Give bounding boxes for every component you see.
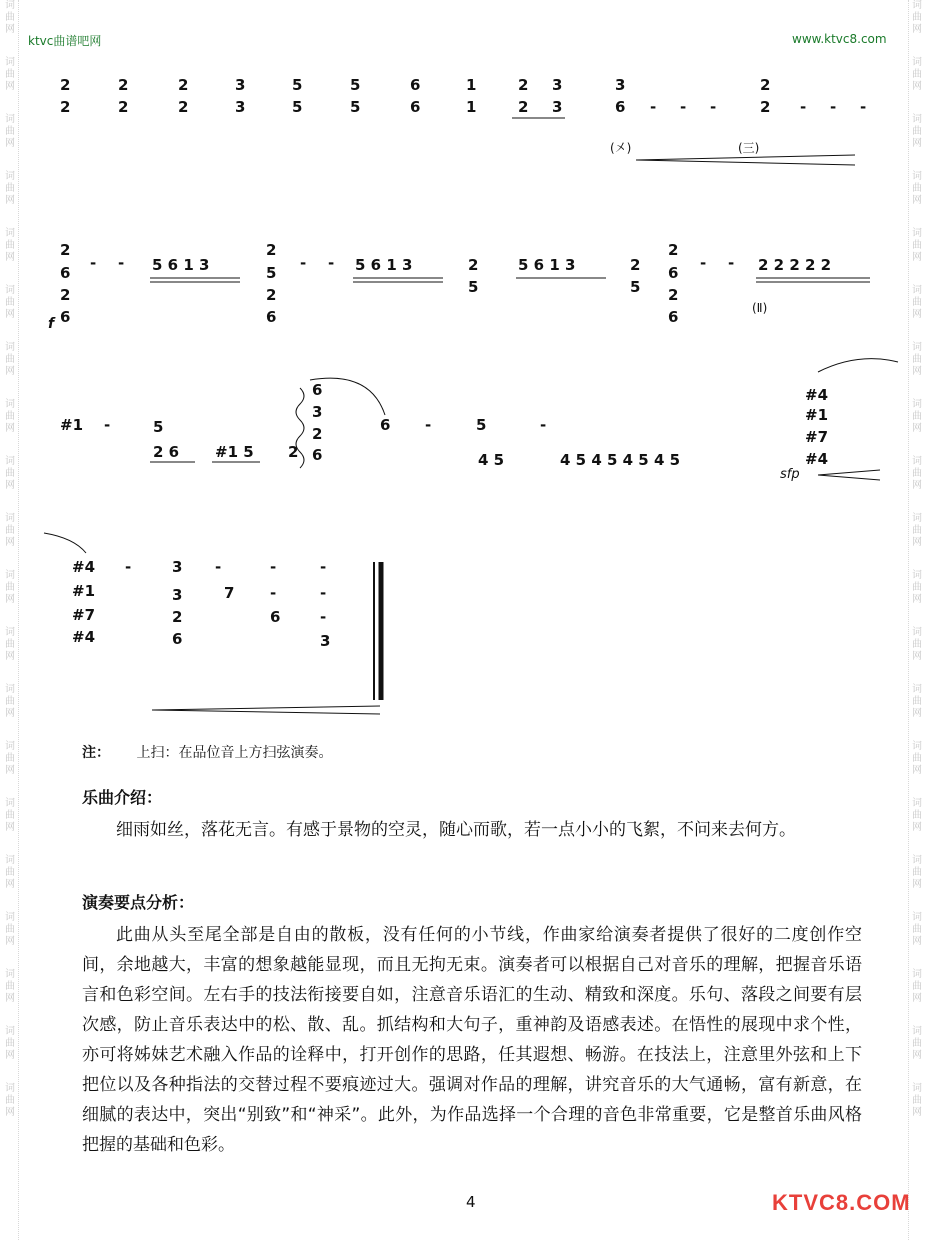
side-watermark-label: 词曲网 — [5, 684, 15, 719]
svg-text:2: 2 — [60, 241, 71, 259]
svg-text:3: 3 — [235, 98, 246, 116]
svg-text:6: 6 — [380, 416, 391, 434]
svg-text:2: 2 — [760, 98, 771, 116]
site-logo: KTVC8.COM — [772, 1190, 911, 1215]
side-watermark-label: 词曲网 — [912, 399, 922, 434]
side-watermark-label: 词曲网 — [912, 741, 922, 776]
svg-text:2: 2 — [518, 98, 529, 116]
svg-text:4 5: 4 5 — [478, 451, 505, 469]
svg-text:2: 2 — [118, 76, 129, 94]
svg-text:3: 3 — [552, 98, 563, 116]
svg-text:-: - — [215, 558, 222, 576]
side-watermark-label: 词曲网 — [5, 171, 15, 206]
svg-text:#7: #7 — [805, 428, 829, 446]
svg-text:3: 3 — [172, 586, 183, 604]
svg-text:-: - — [328, 254, 335, 272]
watermark-left: ktvc曲谱吧网 — [28, 34, 102, 48]
svg-text:-: - — [270, 558, 277, 576]
svg-text:(三): (三) — [738, 141, 760, 155]
side-watermark-label: 词曲网 — [5, 798, 15, 833]
svg-text:-: - — [540, 416, 547, 434]
side-watermark-label: 词曲网 — [912, 855, 922, 890]
svg-text:-: - — [700, 254, 707, 272]
svg-text:5: 5 — [350, 98, 361, 116]
side-watermark-label: 词曲网 — [5, 456, 15, 491]
svg-text:6: 6 — [668, 264, 679, 282]
svg-text:5: 5 — [476, 416, 487, 434]
svg-text:5: 5 — [153, 418, 164, 436]
svg-text:5: 5 — [292, 98, 303, 116]
svg-text:-: - — [425, 416, 432, 434]
svg-text:f: f — [48, 316, 55, 332]
side-watermark-label: 词曲网 — [912, 342, 922, 377]
svg-text:5 6 1 3: 5 6 1 3 — [518, 256, 576, 274]
side-watermark-label: 词曲网 — [912, 171, 922, 206]
side-watermark-label: 词曲网 — [912, 798, 922, 833]
svg-text:1: 1 — [466, 98, 477, 116]
side-watermark-label: 词曲网 — [5, 855, 15, 890]
svg-text:4 5 4 5 4 5 4 5: 4 5 4 5 4 5 4 5 — [560, 451, 681, 469]
analysis-heading: 演奏要点分析： — [82, 893, 195, 912]
svg-text:3: 3 — [615, 76, 626, 94]
svg-text:2: 2 — [288, 443, 299, 461]
svg-text:1: 1 — [466, 76, 477, 94]
svg-text:2: 2 — [118, 98, 129, 116]
svg-text:#1: #1 — [60, 416, 84, 434]
svg-text:#4: #4 — [72, 558, 96, 576]
svg-text:3: 3 — [172, 558, 183, 576]
intro-text: 细雨如丝，落花无言。有感于景物的空灵，随心而歌，若一点小小的飞絮，不问来去何方。 — [116, 820, 796, 840]
side-watermark-label: 词曲网 — [5, 228, 15, 263]
svg-text:-: - — [800, 98, 807, 116]
svg-text:#1 5: #1 5 — [215, 443, 254, 461]
side-watermark-label: 词曲网 — [5, 570, 15, 605]
score-footnote — [82, 742, 332, 762]
side-watermark-label: 词曲网 — [912, 1083, 922, 1118]
footnote-text: 上扫：在品位音上方扫弦演奏。 — [136, 745, 333, 761]
svg-text:2: 2 — [60, 98, 71, 116]
svg-text:(㐅): (㐅) — [610, 141, 632, 155]
side-watermark-label: 词曲网 — [912, 912, 922, 947]
svg-text:2 6: 2 6 — [153, 443, 180, 461]
svg-text:2: 2 — [630, 256, 641, 274]
svg-text:2: 2 — [60, 286, 71, 304]
svg-text:-: - — [125, 558, 132, 576]
svg-text:-: - — [320, 558, 327, 576]
side-watermark-label: 词曲网 — [912, 228, 922, 263]
side-watermark-label: 词曲网 — [912, 627, 922, 662]
svg-text:3: 3 — [235, 76, 246, 94]
svg-text:2: 2 — [312, 425, 323, 443]
page-number: 4 — [466, 1193, 476, 1211]
svg-text:2: 2 — [60, 76, 71, 94]
svg-text:-: - — [104, 416, 111, 434]
svg-text:-: - — [680, 98, 687, 116]
side-watermark-label: 词曲网 — [5, 741, 15, 776]
svg-text:2: 2 — [518, 76, 529, 94]
side-watermark-label: 词曲网 — [5, 969, 15, 1004]
svg-text:#4: #4 — [805, 386, 829, 404]
side-watermark-label: 词曲网 — [912, 969, 922, 1004]
svg-text:-: - — [300, 254, 307, 272]
svg-text:6: 6 — [615, 98, 626, 116]
svg-text:-: - — [320, 584, 327, 602]
svg-text:#1: #1 — [805, 406, 829, 424]
svg-text:#7: #7 — [72, 606, 96, 624]
svg-text:6: 6 — [312, 381, 323, 399]
svg-text:2: 2 — [668, 286, 679, 304]
svg-text:7: 7 — [224, 584, 235, 602]
svg-text:5: 5 — [630, 278, 641, 296]
side-watermark-label: 词曲网 — [5, 513, 15, 548]
svg-text:5: 5 — [350, 76, 361, 94]
score-row-4 — [44, 533, 381, 714]
svg-text:#4: #4 — [72, 628, 96, 646]
side-watermark-label: 词曲网 — [912, 1026, 922, 1061]
svg-text:#4: #4 — [805, 450, 829, 468]
score-row-3 — [60, 359, 898, 482]
svg-text:6: 6 — [410, 98, 421, 116]
svg-text:2: 2 — [760, 76, 771, 94]
svg-text:6: 6 — [312, 446, 323, 464]
svg-text:-: - — [710, 98, 717, 116]
svg-text:-: - — [728, 254, 735, 272]
svg-text:6: 6 — [60, 308, 71, 326]
analysis-text: 此曲从头至尾全部是自由的散板，没有任何的小节线，作曲家给演奏者提供了很好的二度创作空间，余地越大，丰富的想象越能显现，而且无拘无束。演奏者可以根据自己对音乐的理解，把握音乐语言和色彩空间。左右手的技法衔接要自如，注意音乐语汇的生动、精致和深度。乐句、落段之间要有层次感，防止音乐表达中的松、散、乱。抓结构和大句子，重神韵及语感表述。在悟性的展现中求个性，亦可将姊妹艺术融入作品的诠释中，打开创作的思路，任其遐想、畅游。在技法上，注意里外弦和上下把位以及各种指法的交替过程不要痕迹过大。强调对作品的理解，讲究音乐的大气通畅，富有新意，在细腻的表达中，突出“别致”和“神采”。此外，为作品选择一个合理的音色非常重要，它是整首乐曲风格把握的基础和色彩。 — [82, 925, 862, 1155]
svg-text:-: - — [320, 608, 327, 626]
svg-text:2: 2 — [178, 76, 189, 94]
side-watermark-label: 词曲网 — [912, 684, 922, 719]
svg-text:sfp: sfp — [780, 467, 800, 482]
svg-text:(Ⅱ): (Ⅱ) — [752, 301, 768, 315]
watermark-right: www.ktvc8.com — [792, 32, 887, 46]
svg-text:-: - — [860, 98, 867, 116]
svg-text:#1: #1 — [72, 582, 96, 600]
svg-text:2: 2 — [668, 241, 679, 259]
score-row-2 — [48, 241, 870, 332]
score-row-1 — [60, 76, 866, 165]
svg-text:6: 6 — [266, 308, 277, 326]
svg-text:5: 5 — [266, 264, 277, 282]
footnote-label: 注： — [82, 745, 110, 761]
side-watermark-label: 词曲网 — [5, 399, 15, 434]
svg-text:5: 5 — [292, 76, 303, 94]
side-watermark-label: 词曲网 — [912, 285, 922, 320]
svg-text:-: - — [650, 98, 657, 116]
side-watermark-label: 词曲网 — [912, 513, 922, 548]
side-watermark-label: 词曲网 — [912, 456, 922, 491]
svg-text:5 6 1 3: 5 6 1 3 — [152, 256, 210, 274]
svg-text:2: 2 — [172, 608, 183, 626]
side-watermark-label: 词曲网 — [5, 1026, 15, 1061]
svg-text:2: 2 — [178, 98, 189, 116]
svg-text:-: - — [270, 584, 277, 602]
svg-text:5 6 1 3: 5 6 1 3 — [355, 256, 413, 274]
svg-text:-: - — [830, 98, 837, 116]
intro-heading: 乐曲介绍： — [82, 788, 163, 807]
svg-text:6: 6 — [410, 76, 421, 94]
side-watermark-label: 词曲网 — [5, 285, 15, 320]
svg-text:6: 6 — [270, 608, 281, 626]
side-watermark-label: 词曲网 — [912, 0, 922, 35]
svg-text:2: 2 — [468, 256, 479, 274]
svg-text:3: 3 — [320, 632, 331, 650]
side-watermark-label: 词曲网 — [5, 114, 15, 149]
svg-text:3: 3 — [312, 403, 323, 421]
svg-text:-: - — [118, 254, 125, 272]
side-watermark-label: 词曲网 — [5, 912, 15, 947]
svg-text:2: 2 — [266, 241, 277, 259]
svg-text:2 2 2 2 2: 2 2 2 2 2 — [758, 256, 832, 274]
svg-text:-: - — [90, 254, 97, 272]
svg-text:6: 6 — [668, 308, 679, 326]
svg-text:3: 3 — [552, 76, 563, 94]
side-watermark-label: 词曲网 — [912, 570, 922, 605]
svg-text:6: 6 — [172, 630, 183, 648]
side-watermark-label: 词曲网 — [912, 57, 922, 92]
side-watermark-label: 词曲网 — [5, 627, 15, 662]
svg-text:5: 5 — [468, 278, 479, 296]
svg-text:6: 6 — [60, 264, 71, 282]
side-watermark-label: 词曲网 — [912, 114, 922, 149]
svg-text:2: 2 — [266, 286, 277, 304]
side-watermark-label: 词曲网 — [5, 57, 15, 92]
side-watermark-label: 词曲网 — [5, 342, 15, 377]
side-watermark-label: 词曲网 — [5, 0, 15, 35]
side-watermark-label: 词曲网 — [5, 1083, 15, 1118]
